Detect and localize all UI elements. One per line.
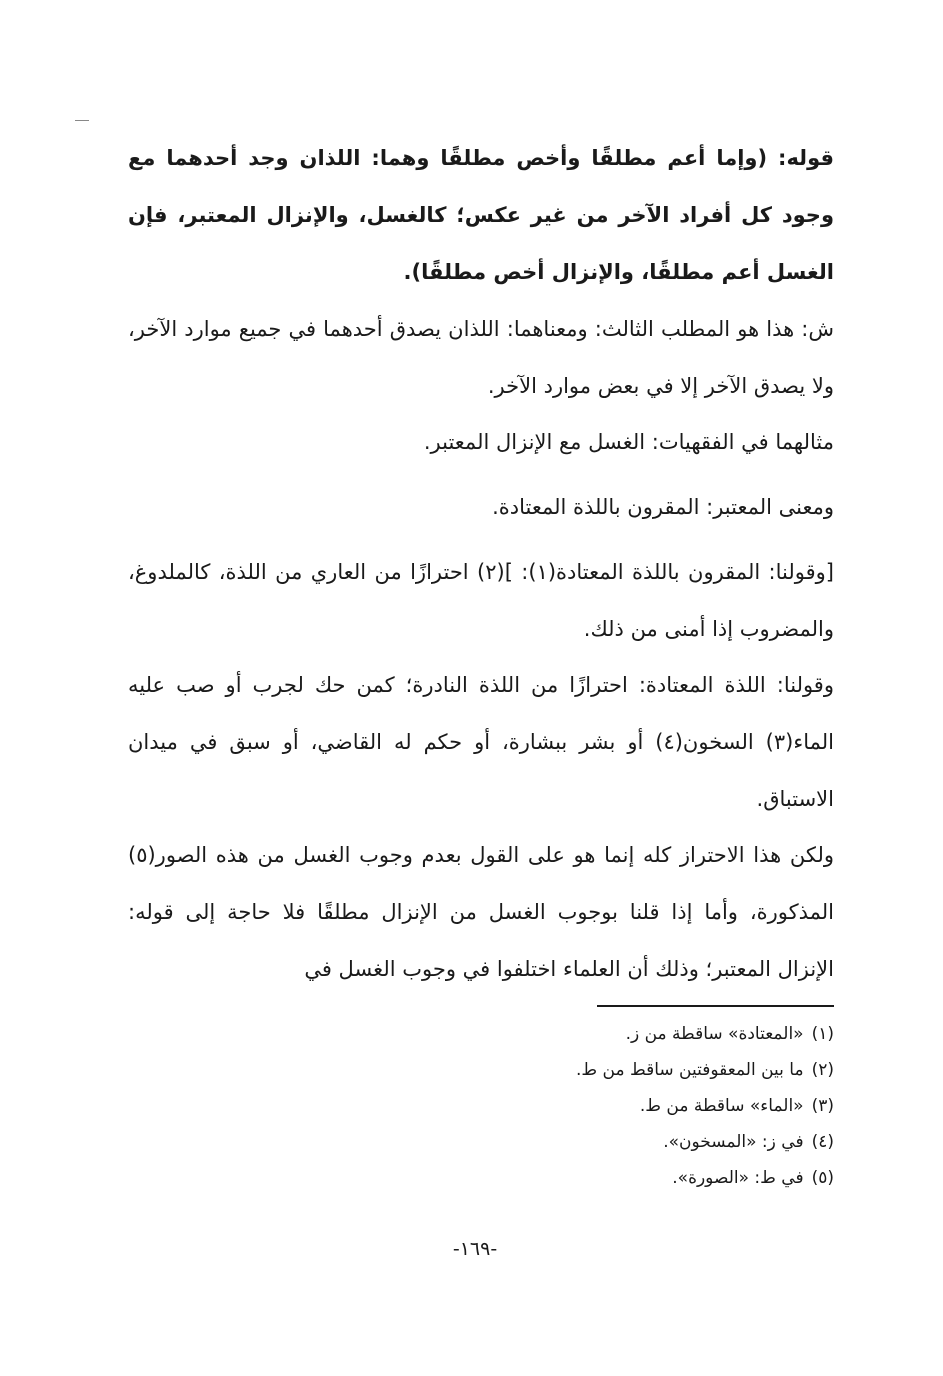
page-number: -١٦٩-: [452, 1238, 498, 1260]
paragraph-meaning: ومعنى المعتبر: المقرون باللذة المعتادة.: [492, 495, 834, 519]
footnote-1: [420, 1016, 834, 1052]
footnotes: [420, 1016, 834, 1196]
footnote-text: «المعتادة» ساقطة من ز.: [625, 1024, 804, 1044]
footnote-number: (١): [811, 1024, 834, 1044]
margin-mark: [75, 120, 89, 121]
paragraph-our-saying-1: [وقولنا: المقرون باللذة المعتادة(١): ](٢) احترازًا من العاري من اللذة، كالملدوغ، والمضروب إذا أمنى من ذلك.: [128, 560, 834, 641]
footnote-4: [420, 1124, 834, 1160]
paragraph-explanation: ش: هذا هو المطلب الثالث: ومعناهما: اللذان يصدق أحدهما في جميع موارد الآخر، ولا يصدق الآخر إلا في بعض موارد الآخر.: [128, 317, 834, 398]
footnote-text: في ز: «المسخون».: [663, 1132, 804, 1152]
footnote-number: (٢): [811, 1060, 834, 1080]
paragraph-however: ولكن هذا الاحتراز كله إنما هو على القول بعدم وجوب الغسل من هذه الصور(٥) المذكورة، وأما إذا قلنا بوجوب الغسل من الإنزال مطلقًا فلا حاجة إلى قوله: الإنزال المعتبر؛ وذلك أن العلماء اختلفوا في وجوب الغسل في: [128, 843, 834, 981]
footnote-number: (٣): [811, 1096, 834, 1116]
footnote-divider: [597, 1005, 834, 1007]
footnote-number: (٥): [811, 1168, 834, 1188]
footnote-text: ما بين المعقوفتين ساقط من ط.: [575, 1060, 804, 1080]
paragraph-example: مثالهما في الفقهيات: الغسل مع الإنزال المعتبر.: [423, 430, 834, 454]
paragraph-quote: قوله: (وإما أعم مطلقًا وأخص مطلقًا وهما: اللذان وجد أحدهما مع وجود كل أفراد الآخر من غير عكس؛ كالغسل، والإنزال المعتبر، فإن الغسل أعم مطلقًا، والإنزال أخص مطلقًا).: [128, 146, 834, 284]
footnote-text: «الماء» ساقطة من ط.: [639, 1096, 804, 1116]
footnote-5: [420, 1160, 834, 1196]
paragraph-our-saying-2: وقولنا: اللذة المعتادة: احترازًا من اللذة النادرة؛ كمن حك لجرب أو صب عليه الماء(٣) السخون(٤) أو بشر ببشارة، أو حكم له القاضي، أو سبق في ميدان الاستباق.: [128, 673, 834, 811]
footnote-3: [420, 1088, 834, 1124]
footnote-text: في ط: «الصورة».: [672, 1168, 804, 1188]
footnote-2: [420, 1052, 834, 1088]
footnote-number: (٤): [811, 1132, 834, 1152]
